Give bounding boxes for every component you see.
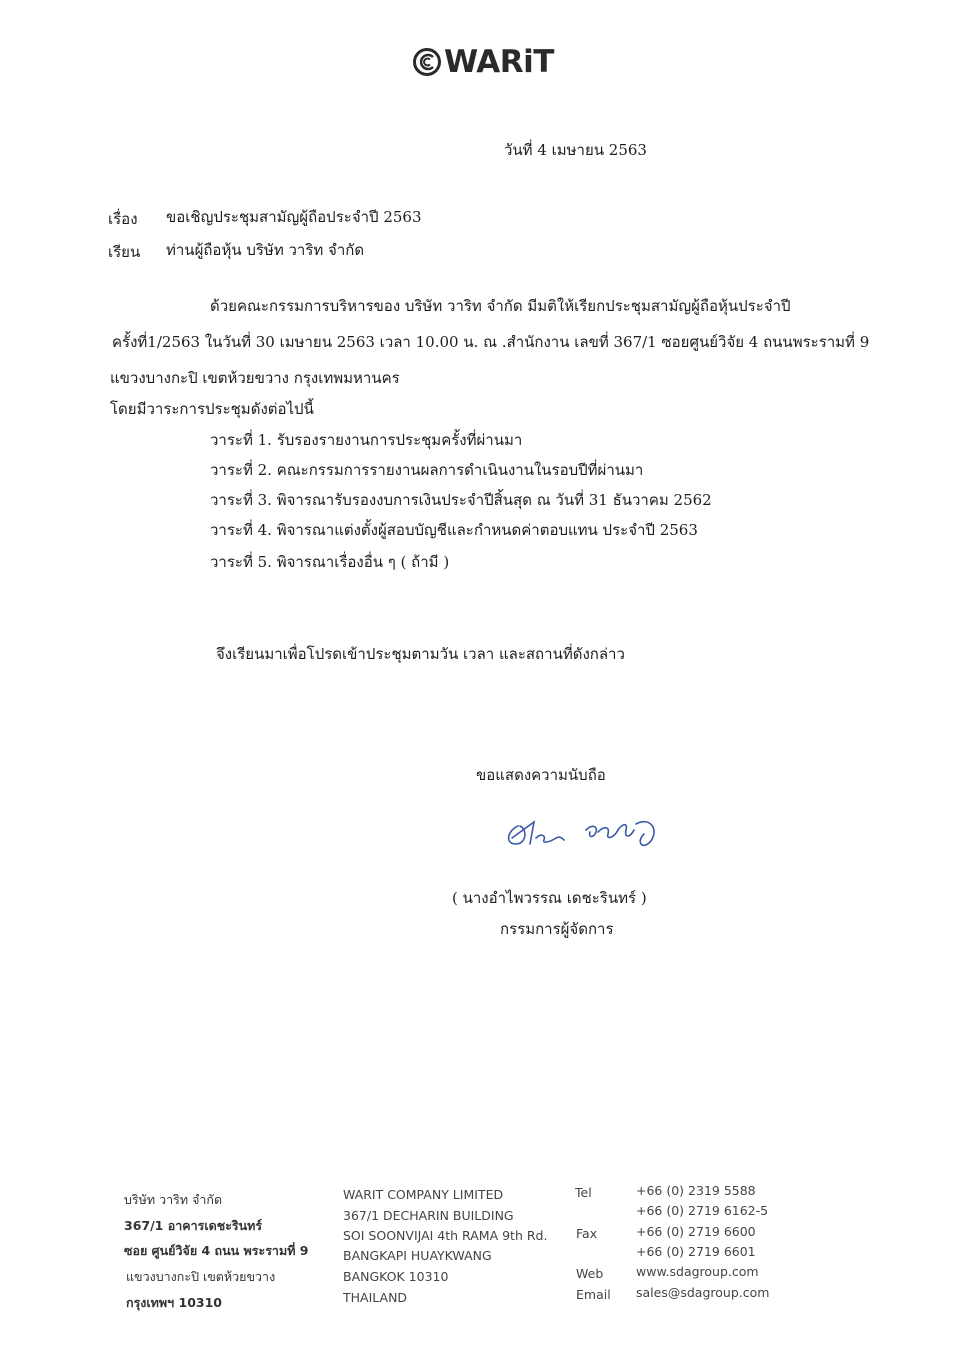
footer-eng-line-5: BANGKOK 10310 (343, 1269, 449, 1284)
footer-eng-line-3: SOI SOONVIJAI 4th RAMA 9th Rd. (343, 1228, 548, 1243)
footer-eng-line-1: WARIT COMPANY LIMITED (343, 1187, 504, 1202)
footer-thai-line-2: 367/1 อาคารเดชะรินทร์ (124, 1218, 263, 1233)
contact-tel-1: +66 (0) 2319 5588 (636, 1183, 756, 1198)
agenda-item-4: วาระที่ 4. พิจารณาแต่งตั้งผู้สอบบัญชีและกำหนดค่าตอบแทน ประจำปี 2563 (210, 521, 698, 539)
warit-swirl-icon (412, 47, 442, 77)
contact-email-link[interactable]: sales@sdagroup.com (636, 1285, 770, 1300)
logo-text: WARiT (444, 44, 554, 80)
intro-line-1: ด้วยคณะกรรมการบริหารของ บริษัท วาริท จำกัด มีมติให้เรียกประชุมสามัญผู้ถือหุ้นประจำปี (210, 297, 791, 315)
footer-eng-line-2: 367/1 DECHARIN BUILDING (343, 1208, 514, 1223)
footer-eng-line-4: BANGKAPI HUAYKWANG (343, 1248, 492, 1263)
contact-tel-2: +66 (0) 2719 6162-5 (636, 1203, 769, 1218)
contact-fax-2: +66 (0) 2719 6601 (636, 1244, 756, 1259)
contact-web-link[interactable]: www.sdagroup.com (636, 1264, 759, 1279)
footer-thai-line-5: กรุงเทพฯ 10310 (126, 1295, 222, 1310)
intro-line-4: โดยมีวาระการประชุมดังต่อไปนี้ (110, 400, 314, 418)
footer-eng-line-6: THAILAND (343, 1290, 408, 1305)
contact-label-tel: Tel (575, 1185, 592, 1200)
to-text: ท่านผู้ถือหุ้น บริษัท วาริท จำกัด (166, 241, 365, 259)
signer-title: กรรมการผู้จัดการ (500, 920, 614, 938)
footer-thai-line-4: แขวงบางกะปิ เขตห้วยขวาง (126, 1269, 276, 1284)
agenda-item-5: วาระที่ 5. พิจารณาเรื่องอื่น ๆ ( ถ้ามี ) (210, 553, 450, 571)
contact-label-web: Web (576, 1266, 604, 1281)
subject-text: ขอเชิญประชุมสามัญผู้ถือประจำปี 2563 (166, 208, 422, 226)
contact-fax-1: +66 (0) 2719 6600 (636, 1224, 756, 1239)
subject-label: เรื่อง (108, 210, 138, 228)
agenda-item-3: วาระที่ 3. พิจารณารับรองงบการเงินประจำปีสิ้นสุด ณ วันที่ 31 ธันวาคม 2562 (210, 491, 712, 509)
closing-line: จึงเรียนมาเพื่อโปรดเข้าประชุมตามวัน เวลา และสถานที่ดังกล่าว (216, 645, 625, 663)
signature-image (500, 808, 665, 856)
footer-thai-line-1: บริษัท วาริท จำกัด (124, 1192, 223, 1207)
contact-label-email: Email (576, 1287, 611, 1302)
regards-line: ขอแสดงความนับถือ (476, 766, 606, 784)
intro-line-2: ครั้งที่1/2563 ในวันที่ 30 เมษายน 2563 เวลา 10.00 น. ณ .สำนักงาน เลขที่ 367/1 ซอยศูนย์วิจัย 4 ถนนพระรามที่ 9 (112, 333, 870, 351)
contact-label-fax: Fax (576, 1226, 598, 1241)
agenda-item-2: วาระที่ 2. คณะกรรมการรายงานผลการดำเนินงานในรอบปีที่ผ่านมา (210, 461, 644, 479)
company-logo (412, 44, 554, 80)
to-label: เรียน (108, 243, 141, 261)
agenda-item-1: วาระที่ 1. รับรองรายงานการประชุมครั้งที่ผ่านมา (210, 431, 523, 449)
intro-line-3: แขวงบางกะปิ เขตห้วยขวาง กรุงเทพมหานคร (110, 369, 400, 387)
footer-thai-line-3: ซอย ศูนย์วิจัย 4 ถนน พระรามที่ 9 (124, 1243, 309, 1258)
letter-date: วันที่ 4 เมษายน 2563 (504, 141, 647, 159)
signer-name: ( นางอำไพวรรณ เดชะรินทร์ ) (452, 889, 647, 907)
